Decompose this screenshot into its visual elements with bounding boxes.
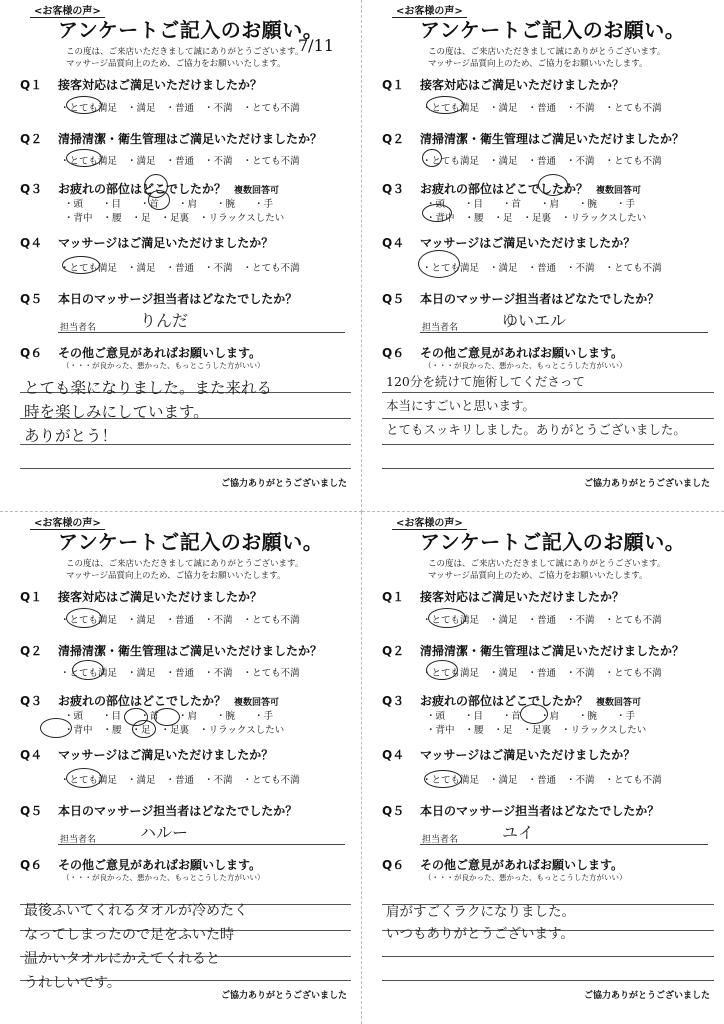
rating-option: ・とても満足 xyxy=(422,263,480,274)
question-3 xyxy=(382,180,641,197)
rating-option: ・普通 xyxy=(527,775,557,786)
rating-option: ・とても満足 xyxy=(60,615,118,626)
intro-line: この度は、ご来店いただきまして誠にありがとうございます。 xyxy=(66,47,304,57)
survey-title: アンケートご記入のお願い。 xyxy=(420,18,686,42)
body-part-option: ・腰 xyxy=(102,213,122,224)
question-number: Q４ xyxy=(20,236,43,250)
rating-option: ・とても不満 xyxy=(242,615,300,626)
intro-line: マッサージ品質向上のため、ご協力をお願いいたします。 xyxy=(66,571,286,581)
question-1 xyxy=(382,588,624,605)
body-part-option: ・手 xyxy=(254,711,274,722)
comment-text: 120分を続けて施術してくださって xyxy=(386,374,585,389)
body-part-option: ・背中 xyxy=(426,725,455,736)
question-number: Q２ xyxy=(382,132,405,146)
question-text: 清掃清潔・衛生管理はご満足いただけましたか？ xyxy=(58,644,323,658)
staff-label: 担当者名 xyxy=(422,835,459,845)
question-text: マッサージはご満足いただけましたか？ xyxy=(420,236,636,250)
question-text: お疲れの部位はどこでしたか？ xyxy=(420,694,589,708)
body-part-option: ・肩 xyxy=(540,711,560,722)
pen-circle-mark xyxy=(66,768,102,788)
body-part-option: ・リラックスしたい xyxy=(561,213,647,224)
q3-parts-row-1 xyxy=(426,196,654,210)
rating-option: ・普通 xyxy=(527,263,557,274)
voice-tag: <お客様の声> xyxy=(30,514,105,530)
question-number: Q２ xyxy=(20,132,43,146)
q2-rating-options xyxy=(422,665,672,679)
pen-circle-mark xyxy=(62,256,100,274)
question-number: Q１ xyxy=(382,78,405,92)
survey-card-2 xyxy=(362,0,724,512)
rating-option: ・不満 xyxy=(566,156,595,167)
question-2 xyxy=(20,130,322,147)
thanks-footer: ご協力ありがとうございました xyxy=(583,479,710,489)
pen-circle-mark xyxy=(538,174,568,196)
thanks-footer: ご協力ありがとうございました xyxy=(583,991,710,1001)
body-part-option: ・腰 xyxy=(102,725,122,736)
body-part-option: ・手 xyxy=(616,199,636,210)
staff-label: 担当者名 xyxy=(60,323,97,333)
comment-text: とてもスッキリしました。ありがとうございました。 xyxy=(386,422,686,437)
rating-option: ・満足 xyxy=(489,615,518,626)
comment-text: うれしいです。 xyxy=(24,975,121,991)
question-number: Q５ xyxy=(382,804,405,818)
pen-circle-mark xyxy=(426,96,464,114)
comment-text: とても楽になりました。また来れる xyxy=(24,379,273,397)
rating-option: ・とても不満 xyxy=(604,263,662,274)
comment-line xyxy=(382,392,714,393)
question-number: Q１ xyxy=(20,78,43,92)
rating-option: ・不満 xyxy=(204,156,233,167)
question-text: マッサージはご満足いただけましたか？ xyxy=(58,236,274,250)
body-part-option: ・リラックスしたい xyxy=(561,725,647,736)
question-text: マッサージはご満足いただけましたか？ xyxy=(58,748,274,762)
question-1 xyxy=(20,588,262,605)
q6-note: （・・・が良かった、悪かった、もっとこうした方がいい） xyxy=(62,873,265,882)
pen-circle-mark xyxy=(132,720,156,738)
q2-rating-options xyxy=(422,153,672,167)
survey-title: アンケートご記入のお願い。 xyxy=(58,530,324,554)
question-number: Q４ xyxy=(382,236,405,250)
question-text: 清掃清潔・衛生管理はご満足いただけましたか？ xyxy=(58,132,323,146)
rating-option: ・満足 xyxy=(489,263,518,274)
question-6 xyxy=(382,856,623,873)
staff-name-handwritten: りんだ xyxy=(140,311,189,330)
intro-line: マッサージ品質向上のため、ご協力をお願いいたします。 xyxy=(428,571,648,581)
question-number: Q６ xyxy=(382,858,405,872)
rating-option: ・満足 xyxy=(127,615,156,626)
body-part-option: ・首 xyxy=(502,199,522,210)
voice-tag: <お客様の声> xyxy=(30,2,105,18)
survey-title: アンケートご記入のお願い。 xyxy=(58,18,324,42)
question-4 xyxy=(20,746,273,763)
question-number: Q６ xyxy=(20,346,43,360)
question-6 xyxy=(20,344,261,361)
question-5 xyxy=(20,290,297,307)
question-number: Q４ xyxy=(382,748,405,762)
body-part-option: ・手 xyxy=(616,711,636,722)
body-part-option: ・足 xyxy=(131,725,151,736)
rating-option: ・不満 xyxy=(204,775,233,786)
rating-option: ・普通 xyxy=(527,156,557,167)
rating-option: ・とても満足 xyxy=(422,668,480,679)
intro-line: この度は、ご来店いただきまして誠にありがとうございます。 xyxy=(428,559,666,569)
body-part-option: ・頭 xyxy=(64,711,84,722)
body-part-option: ・肩 xyxy=(540,199,560,210)
body-part-option: ・腕 xyxy=(578,199,598,210)
staff-underline xyxy=(420,844,708,845)
rating-option: ・とても満足 xyxy=(422,156,480,167)
question-2 xyxy=(20,642,322,659)
question-number: Q３ xyxy=(382,694,405,708)
rating-option: ・満足 xyxy=(489,156,518,167)
voice-tag: <お客様の声> xyxy=(392,514,467,530)
staff-underline xyxy=(58,332,345,333)
rating-option: ・普通 xyxy=(165,263,195,274)
rating-option: ・満足 xyxy=(489,775,518,786)
question-1 xyxy=(20,76,262,93)
q6-note: （・・・が良かった、悪かった、もっとこうした方がいい） xyxy=(62,361,265,370)
question-4 xyxy=(382,746,635,763)
multi-answer-note: 複数回答可 xyxy=(234,698,280,708)
staff-label: 担当者名 xyxy=(60,835,97,845)
rating-option: ・とても満足 xyxy=(422,615,480,626)
question-6 xyxy=(382,344,623,361)
body-part-option: ・リラックスしたい xyxy=(199,725,285,736)
question-text: 清掃清潔・衛生管理はご満足いただけましたか？ xyxy=(420,644,685,658)
rating-option: ・不満 xyxy=(566,668,595,679)
rating-option: ・不満 xyxy=(566,263,595,274)
rating-option: ・とても不満 xyxy=(604,668,662,679)
rating-option: ・とても不満 xyxy=(242,263,300,274)
rating-option: ・とても満足 xyxy=(60,775,118,786)
rating-option: ・とても不満 xyxy=(604,156,662,167)
rating-option: ・普通 xyxy=(165,668,195,679)
rating-option: ・満足 xyxy=(127,668,156,679)
comment-line xyxy=(382,468,714,469)
pen-circle-mark xyxy=(154,708,180,726)
rating-option: ・とても不満 xyxy=(604,775,662,786)
q3-parts-row-2 xyxy=(426,210,656,224)
body-part-option: ・背中 xyxy=(64,725,93,736)
body-part-option: ・首 xyxy=(140,711,160,722)
question-number: Q６ xyxy=(382,346,405,360)
staff-underline xyxy=(58,844,345,845)
question-number: Q１ xyxy=(20,590,43,604)
multi-answer-note: 複数回答可 xyxy=(596,186,642,196)
body-part-option: ・首 xyxy=(140,199,160,210)
body-part-option: ・目 xyxy=(102,711,122,722)
intro-line: この度は、ご来店いただきまして誠にありがとうございます。 xyxy=(66,559,304,569)
rating-option: ・とても不満 xyxy=(242,668,300,679)
question-5 xyxy=(382,802,659,819)
body-part-option: ・頭 xyxy=(426,711,446,722)
question-text: マッサージはご満足いただけましたか？ xyxy=(420,748,636,762)
body-part-option: ・足 xyxy=(493,213,513,224)
pen-circle-mark xyxy=(424,770,462,788)
rating-option: ・とても満足 xyxy=(60,156,118,167)
rating-option: ・満足 xyxy=(127,263,156,274)
question-text: 本日のマッサージ担当者はどなたでしたか？ xyxy=(420,292,660,306)
intro-line: この度は、ご来店いただきまして誠にありがとうございます。 xyxy=(428,47,666,57)
body-part-option: ・足 xyxy=(131,213,151,224)
rating-option: ・普通 xyxy=(165,103,195,114)
pen-circle-mark xyxy=(40,718,72,738)
q3-parts-row-2 xyxy=(64,722,294,736)
rating-option: ・とても満足 xyxy=(60,103,118,114)
body-part-option: ・足裏 xyxy=(522,213,552,224)
staff-name-handwritten: ハルー xyxy=(140,823,189,842)
body-part-option: ・背中 xyxy=(426,213,455,224)
comment-text: 肩がすごくラクになりました。 xyxy=(386,904,575,920)
pen-circle-mark xyxy=(66,96,102,114)
question-number: Q６ xyxy=(20,858,43,872)
comment-text: ありがとう！ xyxy=(24,427,118,445)
question-number: Q３ xyxy=(20,694,43,708)
rating-option: ・普通 xyxy=(165,775,195,786)
comment-text: いつもありがとうございます。 xyxy=(386,926,574,942)
question-number: Q１ xyxy=(382,590,405,604)
body-part-option: ・足裏 xyxy=(160,213,190,224)
staff-name-handwritten: ゆいエル xyxy=(502,311,567,330)
pen-circle-mark xyxy=(418,250,460,278)
rating-option: ・とても満足 xyxy=(60,263,118,274)
body-part-option: ・リラックスしたい xyxy=(199,213,285,224)
question-text: その他ご意見があればお願いします。 xyxy=(58,346,262,360)
rating-option: ・普通 xyxy=(527,615,557,626)
rating-option: ・普通 xyxy=(527,103,557,114)
rating-option: ・とても不満 xyxy=(242,156,300,167)
question-5 xyxy=(20,802,297,819)
voice-tag: <お客様の声> xyxy=(392,2,467,18)
rating-option: ・満足 xyxy=(127,103,156,114)
question-text: お疲れの部位はどこでしたか？ xyxy=(58,694,227,708)
body-part-option: ・腕 xyxy=(578,711,598,722)
question-text: 接客対応はご満足いただけましたか？ xyxy=(58,590,263,604)
pen-circle-mark xyxy=(72,660,104,680)
body-part-option: ・目 xyxy=(464,711,484,722)
intro-line: マッサージ品質向上のため、ご協力をお願いいたします。 xyxy=(428,59,648,69)
question-text: 接客対応はご満足いただけましたか？ xyxy=(420,590,625,604)
comment-text: 本当にすごいと思います。 xyxy=(386,398,536,413)
rating-option: ・不満 xyxy=(204,668,233,679)
rating-option: ・普通 xyxy=(165,615,195,626)
question-text: お疲れの部位はどこでしたか？ xyxy=(420,182,589,196)
pen-circle-mark xyxy=(422,204,452,222)
body-part-option: ・頭 xyxy=(426,199,446,210)
comment-line xyxy=(20,468,351,469)
rating-option: ・満足 xyxy=(489,103,518,114)
comment-line xyxy=(382,444,714,445)
rating-option: ・とても不満 xyxy=(604,103,662,114)
question-text: 接客対応はご満足いただけましたか？ xyxy=(420,78,625,92)
question-1 xyxy=(382,76,624,93)
rating-option: ・不満 xyxy=(204,103,233,114)
rating-option: ・とても満足 xyxy=(60,668,118,679)
body-part-option: ・肩 xyxy=(178,711,198,722)
question-text: その他ご意見があればお願いします。 xyxy=(420,346,624,360)
pen-circle-mark xyxy=(428,608,466,628)
thanks-footer: ご協力ありがとうございました xyxy=(220,479,347,489)
survey-card-3 xyxy=(0,512,362,1024)
survey-title: アンケートご記入のお願い。 xyxy=(420,530,686,554)
rating-option: ・不満 xyxy=(566,775,595,786)
q3-parts-row-2 xyxy=(426,722,656,736)
question-4 xyxy=(20,234,273,251)
body-part-option: ・足裏 xyxy=(160,725,190,736)
pen-circle-mark xyxy=(66,149,102,167)
survey-card-1 xyxy=(0,0,362,512)
rating-option: ・不満 xyxy=(204,615,233,626)
rating-option: ・満足 xyxy=(127,775,156,786)
question-text: 本日のマッサージ担当者はどなたでしたか？ xyxy=(420,804,660,818)
rating-option: ・とても満足 xyxy=(422,103,480,114)
rating-option: ・普通 xyxy=(165,156,195,167)
survey-card-4 xyxy=(362,512,724,1024)
staff-underline xyxy=(420,332,708,333)
question-text: 本日のマッサージ担当者はどなたでしたか？ xyxy=(58,804,298,818)
staff-label: 担当者名 xyxy=(422,323,459,333)
rating-option: ・満足 xyxy=(127,156,156,167)
body-part-option: ・腕 xyxy=(216,199,236,210)
rating-option: ・不満 xyxy=(566,103,595,114)
pen-circle-mark xyxy=(148,190,170,210)
question-text: お疲れの部位はどこでしたか？ xyxy=(58,182,227,196)
rating-option: ・満足 xyxy=(489,668,518,679)
body-part-option: ・目 xyxy=(102,199,122,210)
pen-circle-mark xyxy=(422,149,442,167)
rating-option: ・とても不満 xyxy=(242,103,300,114)
rating-option: ・普通 xyxy=(527,668,557,679)
comment-text: 温かいタオルにかえてくれると xyxy=(24,951,220,967)
rating-option: ・とても満足 xyxy=(422,775,480,786)
body-part-option: ・足裏 xyxy=(522,725,552,736)
question-5 xyxy=(382,290,659,307)
question-text: 本日のマッサージ担当者はどなたでしたか？ xyxy=(58,292,298,306)
q3-parts-row-1 xyxy=(64,196,292,210)
question-4 xyxy=(382,234,635,251)
rating-option: ・不満 xyxy=(566,615,595,626)
comment-line xyxy=(382,956,714,957)
comment-text: 時を楽しみにしています。 xyxy=(24,403,209,421)
handwritten-date: 7/11 xyxy=(298,36,334,55)
question-2 xyxy=(382,642,684,659)
body-part-option: ・足 xyxy=(493,725,513,736)
intro-line: マッサージ品質向上のため、ご協力をお願いいたします。 xyxy=(66,59,286,69)
multi-answer-note: 複数回答可 xyxy=(596,698,642,708)
rating-option: ・とても不満 xyxy=(604,615,662,626)
body-part-option: ・頭 xyxy=(64,199,84,210)
body-part-option: ・背中 xyxy=(64,213,93,224)
body-part-option: ・目 xyxy=(464,199,484,210)
question-text: 接客対応はご満足いただけましたか？ xyxy=(58,78,263,92)
comment-text: 最後ふいてくれるタオルが冷めたく xyxy=(24,903,248,919)
pen-circle-mark xyxy=(520,704,548,724)
pen-circle-mark xyxy=(66,608,102,628)
question-number: Q３ xyxy=(20,182,43,196)
question-text: その他ご意見があればお願いします。 xyxy=(58,858,262,872)
question-3 xyxy=(382,692,641,709)
q6-note: （・・・が良かった、悪かった、もっとこうした方がいい） xyxy=(424,873,627,882)
survey-intro xyxy=(428,558,665,582)
survey-intro xyxy=(66,558,303,582)
question-6 xyxy=(20,856,261,873)
comment-line xyxy=(382,980,714,981)
question-number: Q５ xyxy=(382,292,405,306)
question-3 xyxy=(20,692,279,709)
body-part-option: ・肩 xyxy=(178,199,198,210)
question-number: Q２ xyxy=(382,644,405,658)
q3-parts-row-2 xyxy=(64,210,294,224)
question-text: その他ご意見があればお願いします。 xyxy=(420,858,624,872)
body-part-option: ・腰 xyxy=(464,725,484,736)
rating-option: ・とても不満 xyxy=(242,775,300,786)
question-text: 清掃清潔・衛生管理はご満足いただけましたか？ xyxy=(420,132,685,146)
question-number: Q３ xyxy=(382,182,405,196)
q6-note: （・・・が良かった、悪かった、もっとこうした方がいい） xyxy=(424,361,627,370)
question-number: Q４ xyxy=(20,748,43,762)
rating-option: ・不満 xyxy=(204,263,233,274)
survey-intro xyxy=(428,46,665,70)
question-2 xyxy=(382,130,684,147)
body-part-option: ・手 xyxy=(254,199,274,210)
body-part-option: ・腕 xyxy=(216,711,236,722)
survey-intro xyxy=(66,46,303,70)
multi-answer-note: 複数回答可 xyxy=(234,186,280,196)
comment-line xyxy=(382,418,714,419)
body-part-option: ・首 xyxy=(502,711,522,722)
comment-text: なってしまったので足をふいた時 xyxy=(24,927,234,943)
question-number: Q２ xyxy=(20,644,43,658)
thanks-footer: ご協力ありがとうございました xyxy=(220,991,347,1001)
staff-name-handwritten: ユイ xyxy=(502,823,535,842)
question-number: Q５ xyxy=(20,292,43,306)
question-number: Q５ xyxy=(20,804,43,818)
body-part-option: ・腰 xyxy=(464,213,484,224)
pen-circle-mark xyxy=(426,660,458,680)
